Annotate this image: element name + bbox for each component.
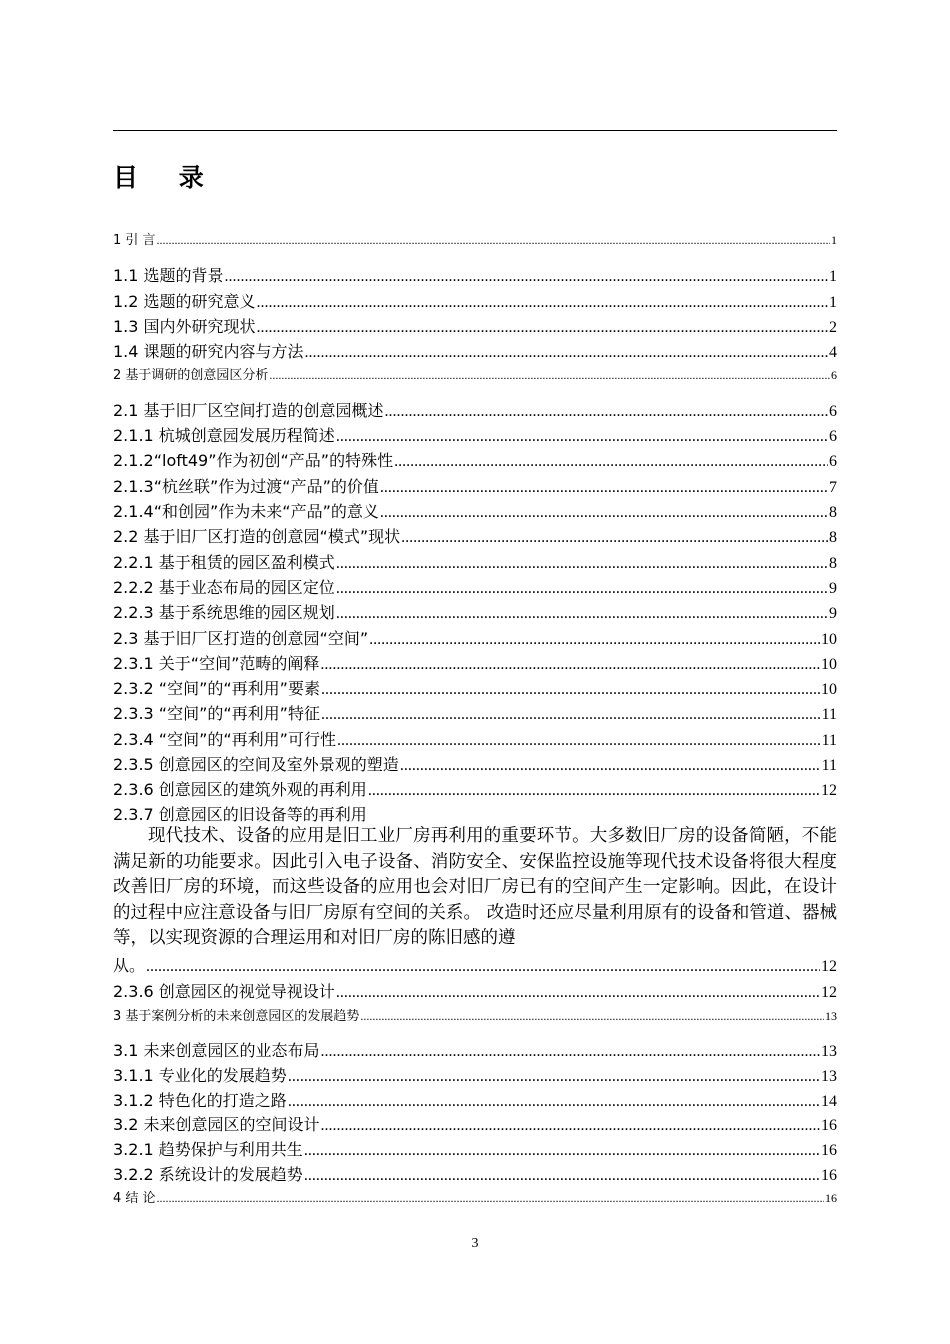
dot-leader [320, 656, 820, 674]
toc-entry-page: 13 [821, 1068, 837, 1085]
toc-entry[interactable] [113, 314, 837, 337]
dot-leader [380, 479, 828, 497]
dot-leader [321, 706, 821, 724]
toc-entry-label: 3.2.2 系统设计的发展趋势 [113, 1165, 303, 1184]
toc-entry-label: 2.2.1 基于租赁的园区盈利模式 [113, 553, 335, 572]
toc-entry-label: 2.3 基于旧厂区打造的创意园“空间” [113, 629, 369, 648]
dot-leader [321, 1043, 820, 1061]
toc-entry[interactable] [113, 524, 837, 547]
toc-entry-page: 11 [821, 706, 837, 723]
toc-title: 目 录 [113, 163, 220, 192]
toc-entry-label: 2.2.2 基于业态布局的园区定位 [113, 578, 335, 597]
toc-entry[interactable] [113, 752, 837, 775]
dot-leader [304, 1142, 820, 1160]
dot-leader [146, 958, 820, 976]
toc-entry[interactable] [113, 423, 837, 446]
toc-entry[interactable] [113, 499, 837, 522]
toc-entry-label: 2.1.3“杭丝联”作为过渡“产品”的价值 [113, 477, 379, 496]
toc-entry[interactable] [113, 550, 837, 573]
dot-leader [288, 1093, 820, 1111]
dot-leader [337, 732, 821, 750]
toc-entry-label: 2.1.1 杭城创意园发展历程简述 [113, 426, 335, 445]
toc-entry-label: 3.2 未来创意园区的空间设计 [113, 1115, 320, 1134]
toc-entry-page: 13 [821, 1043, 837, 1060]
toc-entry-page: 16 [825, 1191, 837, 1205]
toc-entry[interactable] [113, 651, 837, 674]
toc-entry-label: 3.2.1 趋势保护与利用共生 [113, 1140, 303, 1159]
toc-entry-label: 2.1 基于旧厂区空间打造的创意园概述 [113, 401, 384, 420]
toc-entry-page: 14 [821, 1093, 837, 1110]
toc-entry-page: 9 [829, 605, 837, 622]
toc-entry-page: 16 [821, 1142, 837, 1159]
toc-entry[interactable] [113, 777, 837, 800]
toc-entry[interactable] [113, 398, 837, 421]
toc-entry-page: 7 [829, 479, 837, 496]
toc-entry-label: 3 基于案例分析的未来创意园区的发展趋势 [113, 1009, 360, 1024]
toc-entry-page: 13 [825, 1009, 837, 1023]
toc-entry-page: 8 [829, 529, 837, 546]
toc-entry-label: 2.3.1 关于“空间”范畴的阐释 [113, 654, 320, 673]
toc-entry-page: 6 [829, 428, 837, 445]
toc-entry-label: 从。 [113, 956, 146, 975]
dot-leader [304, 1167, 820, 1185]
toc-entry-label: 2.3.4 “空间”的“再利用”可行性 [113, 730, 336, 749]
dot-leader [394, 453, 828, 471]
toc-entry-label: 2.2.3 基于系统思维的园区规划 [113, 603, 335, 622]
toc-entry-label: 1.4 课题的研究内容与方法 [113, 342, 304, 361]
dot-leader [321, 1117, 820, 1135]
toc-entry-page: 11 [821, 757, 837, 774]
page-number: 3 [471, 1236, 479, 1251]
dot-leader [305, 344, 828, 362]
toc-entry[interactable] [113, 626, 837, 649]
toc-entry-label: 2.3.6 创意园区的建筑外观的再利用 [113, 780, 367, 799]
toc-entry-label: 1 引 言 [113, 233, 156, 248]
toc-entry[interactable] [113, 263, 837, 286]
toc-entry[interactable] [113, 727, 837, 750]
toc-entry[interactable] [113, 1063, 837, 1086]
toc-entry[interactable] [113, 474, 837, 497]
dot-leader [157, 1191, 824, 1206]
dot-leader [225, 268, 828, 286]
toc-entry-label: 1.3 国内外研究现状 [113, 317, 256, 336]
toc-entry[interactable] [113, 953, 837, 976]
body-paragraph [113, 824, 837, 952]
header-rule [113, 130, 837, 131]
toc-entry[interactable] [113, 979, 837, 1002]
toc-entry-label: 3.1.2 特色化的打造之路 [113, 1091, 287, 1110]
toc-entry-page: 6 [829, 403, 837, 420]
dot-leader [336, 428, 828, 446]
toc-entry-page: 9 [829, 580, 837, 597]
dot-leader [336, 984, 820, 1002]
toc-entry[interactable] [113, 339, 837, 362]
dot-leader [401, 529, 828, 547]
toc-entry-label: 1.2 选题的研究意义 [113, 292, 256, 311]
dot-leader [369, 631, 820, 649]
dot-leader [321, 681, 820, 699]
toc-entry[interactable] [113, 1162, 837, 1185]
toc-entry-page: 6 [831, 368, 837, 382]
dot-leader [257, 319, 828, 337]
toc-entry-label: 4 结 论 [113, 1191, 156, 1206]
toc-entry-page: 4 [829, 344, 837, 361]
toc-entry-page: 10 [821, 681, 837, 698]
toc-entry[interactable] [113, 1187, 837, 1206]
toc-entry-label: 3.1 未来创意园区的业态布局 [113, 1041, 320, 1060]
dot-leader [360, 1009, 824, 1024]
toc-entry-label: 2.3.2 “空间”的“再利用”要素 [113, 679, 320, 698]
toc-entry[interactable] [113, 1088, 837, 1111]
toc-entry[interactable] [113, 289, 837, 312]
toc-entry-page: 6 [829, 453, 837, 470]
toc-entry-label: 1.1 选题的背景 [113, 266, 224, 285]
toc-entry-label: 2.1.4“和创园”作为未来“产品”的意义 [113, 502, 379, 521]
toc-entry-page: 8 [829, 504, 837, 521]
toc-entry[interactable] [113, 600, 837, 623]
toc-entry-label: 2.3.6 创意园区的视觉导视设计 [113, 982, 335, 1001]
toc-entry-page: 1 [829, 294, 837, 311]
dot-leader [336, 580, 828, 598]
toc-entry-page: 2 [829, 319, 837, 336]
dot-leader [269, 368, 830, 383]
toc-entry-page: 1 [831, 233, 837, 247]
toc-entry-label: 2.2 基于旧厂区打造的创意园“模式”现状 [113, 527, 401, 546]
toc-entry-page: 16 [821, 1117, 837, 1134]
toc-entry[interactable] [113, 1137, 837, 1160]
dot-leader [157, 233, 830, 248]
toc-entry[interactable] [113, 701, 837, 724]
toc-entry[interactable] [113, 1005, 837, 1024]
dot-leader [368, 782, 820, 800]
toc-entry-label: 3.1.1 专业化的发展趋势 [113, 1066, 287, 1085]
toc-entry[interactable] [113, 1038, 837, 1061]
dot-leader [336, 605, 828, 623]
toc-entry-label: 2.1.2“loft49”作为初创“产品”的特殊性 [113, 451, 394, 470]
toc-entry-page: 12 [821, 782, 837, 799]
toc-entry-page: 16 [821, 1167, 837, 1184]
toc-entry-page: 11 [821, 732, 837, 749]
toc-entry[interactable] [113, 802, 837, 825]
toc-entry[interactable] [113, 448, 837, 471]
toc-entry-page: 12 [821, 984, 837, 1001]
dot-leader [257, 294, 828, 312]
toc-entry[interactable] [113, 676, 837, 699]
toc-entry-label: 2.3.7 创意园区的旧设备等的再利用 [113, 805, 367, 824]
toc-entry[interactable] [113, 229, 837, 248]
toc-entry-page: 10 [821, 631, 837, 648]
toc-entry-page: 10 [821, 656, 837, 673]
toc-entry-label: 2.3.3 “空间”的“再利用”特征 [113, 704, 320, 723]
toc-entry-label: 2 基于调研的创意园区分析 [113, 368, 269, 383]
dot-leader [288, 1068, 820, 1086]
paragraph-text: 现代技术、设备的应用是旧工业厂房再利用的重要环节。大多数旧厂房的设备简陋，不能满足新的功能要求。因此引入电子设备、消防安全、安保监控设施等现代技术设备将很大程度改善旧厂房的环境，而这些设备的应用也会对旧厂房已有的空间产生一定影响。因此，在设计的过程中应注意设备与旧厂房原有空间的关系。 改造时还应尽量利用原有的设备和管道、器械等，以实现资源的合理运用和对旧厂房的陈旧感的遵 [113, 826, 837, 948]
toc-entry[interactable] [113, 364, 837, 383]
toc-entry-page: 8 [829, 555, 837, 572]
dot-leader [380, 504, 828, 522]
toc-entry-page: 1 [829, 268, 837, 285]
toc-entry-label: 2.3.5 创意园区的空间及室外景观的塑造 [113, 755, 399, 774]
dot-leader [400, 757, 821, 775]
toc-entry[interactable] [113, 575, 837, 598]
toc-entry-page: 12 [821, 958, 837, 975]
dot-leader [385, 403, 828, 421]
toc-entry[interactable] [113, 1112, 837, 1135]
dot-leader [336, 555, 828, 573]
